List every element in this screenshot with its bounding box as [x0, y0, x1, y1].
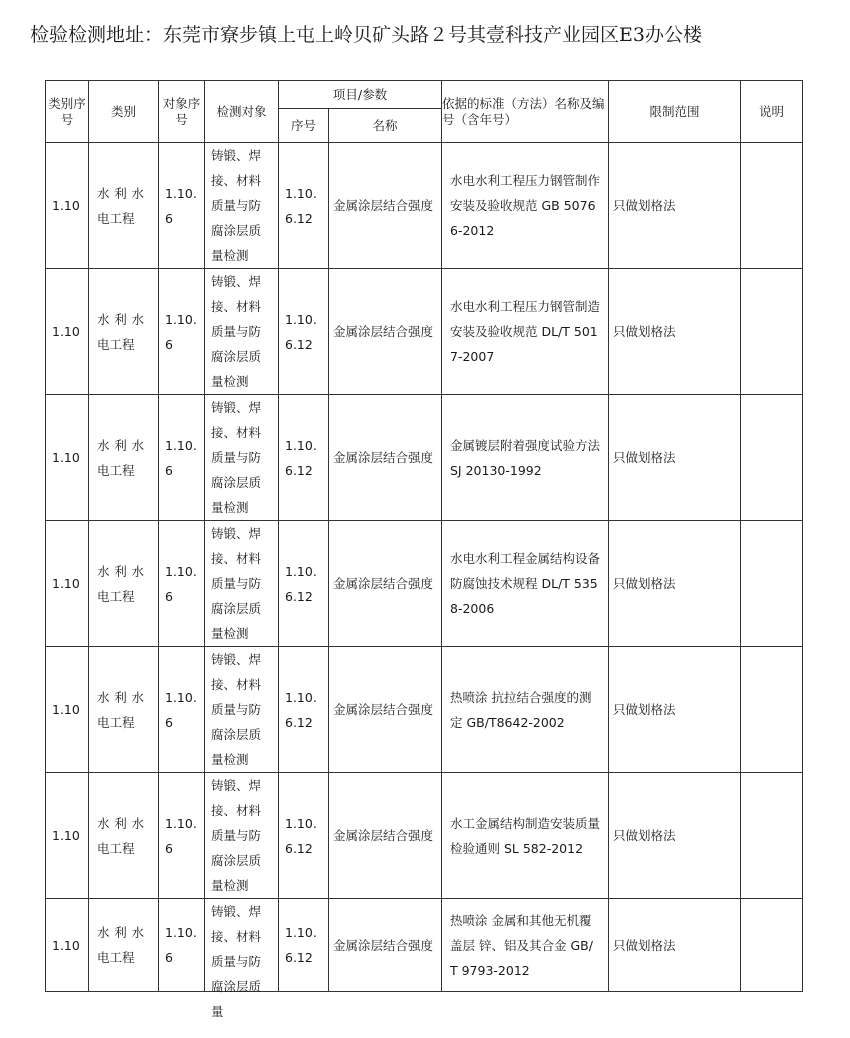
header-note: 说明	[741, 81, 803, 143]
header-limit: 限制范围	[609, 81, 741, 143]
standard-cell: 热喷涂 金属和其他无机覆盖层 锌、铝及其合金 GB/T 9793-2012	[450, 912, 593, 978]
object-cell: 铸锻、焊接、材料质量与防腐涂层质量检测	[211, 526, 262, 641]
category-cell: 水利水电工程	[97, 311, 144, 352]
standard-cell: 热喷涂 抗拉结合强度的测定 GB/T8642-2002	[450, 689, 592, 730]
category-no-cell: 1.10	[52, 828, 80, 843]
object-cell: 铸锻、焊接、材料质量与防腐涂层质量检测	[211, 652, 262, 767]
category-cell: 水利水电工程	[97, 925, 144, 965]
header-category-no: 类别序号	[46, 81, 89, 143]
scope-table	[45, 80, 803, 1019]
category-no-cell: 1.10	[52, 576, 80, 591]
object-cell: 铸锻、焊接、材料质量与防腐涂层质量检测	[211, 400, 262, 515]
standard-cell: 金属镀层附着强度试验方法 SJ 20130-1992	[450, 437, 601, 478]
category-no-cell: 1.10	[52, 324, 80, 339]
limit-cell: 只做划格法	[613, 937, 676, 953]
header-category: 类别	[89, 81, 159, 143]
item-name-cell: 金属涂层结合强度	[333, 702, 434, 717]
item-name-cell: 金属涂层结合强度	[333, 450, 434, 465]
header-standard: 依据的标准（方法）名称及编号（含年号）	[442, 81, 609, 143]
table-row	[46, 899, 803, 992]
object-no-cell: 1.10.6	[165, 311, 197, 352]
standard-cell: 水电水利工程压力钢管制造安装及验收规范 DL/T 5017-2007	[450, 299, 601, 364]
category-cell: 水利水电工程	[97, 563, 144, 604]
table-row	[46, 143, 803, 269]
item-name-cell: 金属涂层结合强度	[333, 198, 434, 213]
category-no-cell: 1.10	[52, 702, 80, 717]
item-no-cell: 1.10.6.12	[285, 563, 317, 604]
table-row	[46, 647, 803, 773]
standard-cell: 水工金属结构制造安装质量检验通则 SL 582-2012	[450, 815, 601, 856]
table-row	[46, 395, 803, 521]
page-title: 检验检测地址：东莞市寮步镇上屯上岭贝矿头路２号其壹科技产业园区E3办公楼	[30, 24, 702, 46]
item-no-cell: 1.10.6.12	[285, 689, 317, 730]
limit-cell: 只做划格法	[613, 702, 676, 717]
object-cell: 铸锻、焊接、材料质量与防腐涂层质量检测	[211, 778, 262, 893]
limit-cell: 只做划格法	[613, 198, 676, 213]
header-item-no: 序号	[279, 109, 329, 143]
item-no-cell: 1.10.6.12	[285, 185, 317, 226]
object-no-cell: 1.10.6	[165, 815, 197, 856]
item-name-cell: 金属涂层结合强度	[333, 937, 434, 953]
category-no-cell: 1.10	[52, 937, 80, 953]
limit-cell: 只做划格法	[613, 450, 676, 465]
category-no-cell: 1.10	[52, 198, 80, 213]
standard-cell: 水电水利工程金属结构设备防腐蚀技术规程 DL/T 5358-2006	[450, 551, 601, 616]
item-name-cell: 金属涂层结合强度	[333, 576, 434, 591]
table-row	[46, 773, 803, 899]
object-no-cell: 1.10.6	[165, 925, 197, 965]
item-no-cell: 1.10.6.12	[285, 925, 317, 965]
object-no-cell: 1.10.6	[165, 689, 197, 730]
limit-cell: 只做划格法	[613, 324, 676, 339]
header-object-no: 对象序号	[159, 81, 205, 143]
category-cell: 水利水电工程	[97, 815, 144, 856]
category-cell: 水利水电工程	[97, 437, 144, 478]
object-cell: 铸锻、焊接、材料质量与防腐涂层质量检测	[211, 274, 262, 389]
item-no-cell: 1.10.6.12	[285, 437, 317, 478]
item-name-cell: 金属涂层结合强度	[333, 828, 434, 843]
object-cell: 铸锻、焊接、材料质量与防腐涂层质量检测	[211, 148, 262, 263]
table-row	[46, 521, 803, 647]
limit-cell: 只做划格法	[613, 576, 676, 591]
object-no-cell: 1.10.6	[165, 185, 197, 226]
category-no-cell: 1.10	[52, 450, 80, 465]
category-cell: 水利水电工程	[97, 689, 144, 730]
item-name-cell: 金属涂层结合强度	[333, 324, 434, 339]
category-cell: 水利水电工程	[97, 185, 144, 226]
object-cell: 铸锻、焊接、材料质量与防腐涂层质量	[211, 904, 262, 1019]
object-no-cell: 1.10.6	[165, 437, 197, 478]
limit-cell: 只做划格法	[613, 828, 676, 843]
item-no-cell: 1.10.6.12	[285, 311, 317, 352]
header-object: 检测对象	[205, 81, 279, 143]
header-item-name: 名称	[329, 109, 442, 143]
item-no-cell: 1.10.6.12	[285, 815, 317, 856]
header-item-group: 项目/参数	[279, 81, 442, 109]
object-no-cell: 1.10.6	[165, 563, 197, 604]
standard-cell: 水电水利工程压力钢管制作安装及验收规范 GB 50766-2012	[450, 173, 601, 238]
table-row	[46, 269, 803, 395]
